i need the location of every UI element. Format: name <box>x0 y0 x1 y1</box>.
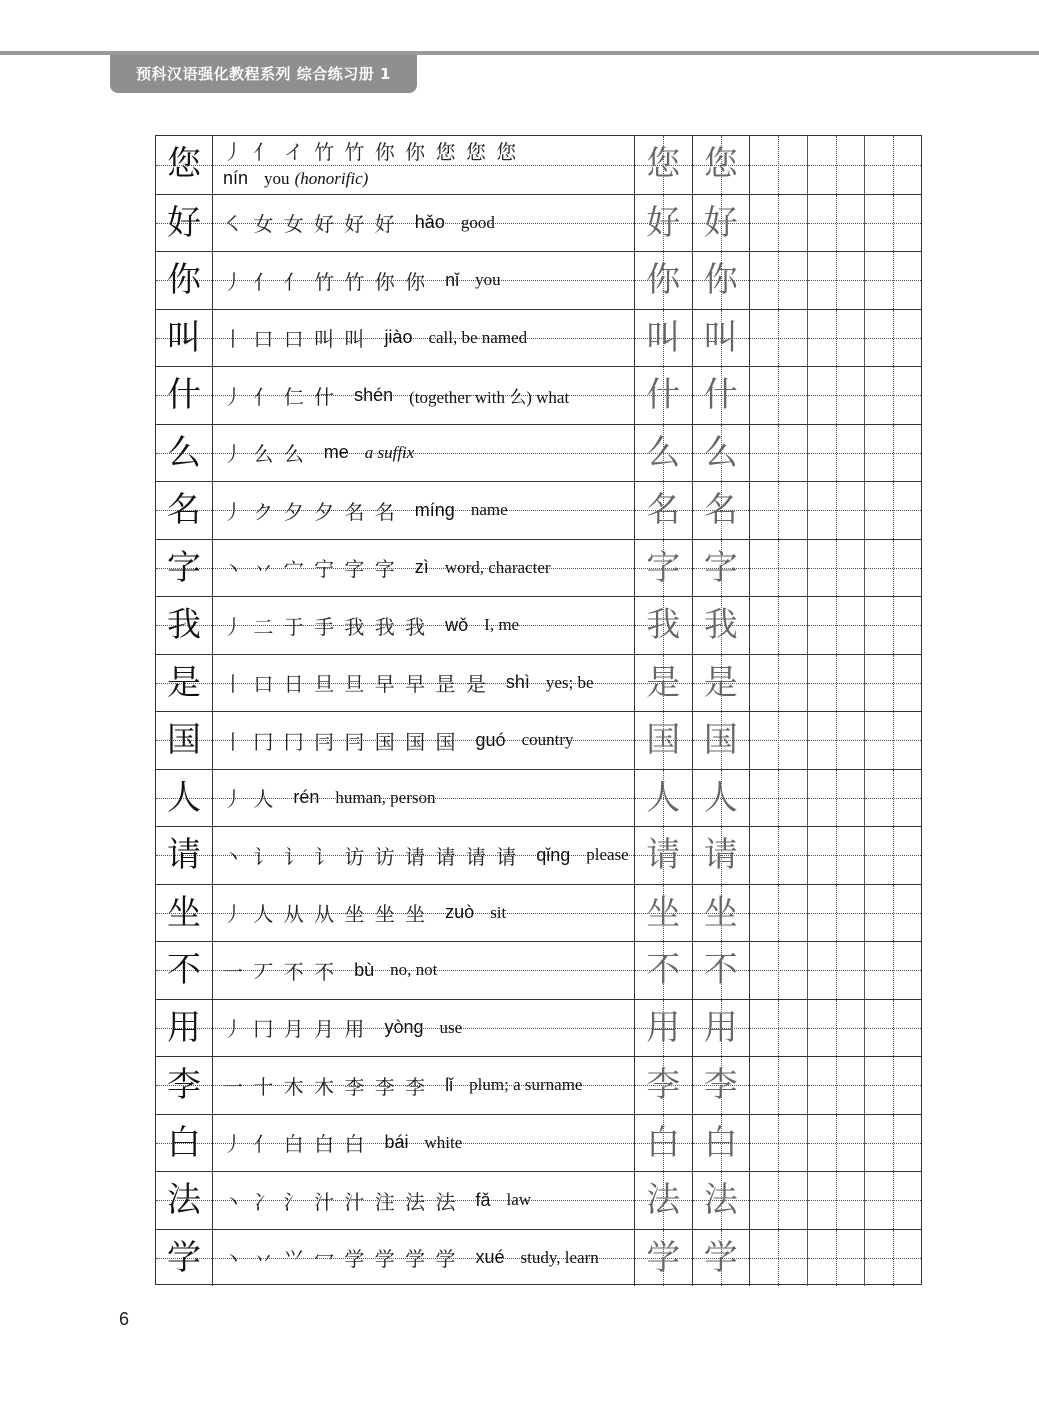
practice-box <box>865 597 921 654</box>
pinyin: zuò <box>445 902 475 923</box>
practice-box <box>750 482 808 539</box>
tracing-character: 么 <box>703 432 738 473</box>
stroke-order: 丨 口 口 叫 叫 <box>223 327 367 352</box>
tracing-character: 法 <box>703 1180 738 1220</box>
model-character-cell <box>156 655 213 712</box>
model-character-cell <box>156 1000 213 1057</box>
tracing-character: 字 <box>646 547 681 588</box>
stroke-order-info <box>213 425 635 482</box>
tracing-character: 什 <box>703 375 738 415</box>
table-row <box>156 941 921 999</box>
stroke-order-info <box>213 310 635 367</box>
tracing-character: 人 <box>703 777 738 818</box>
table-row <box>156 1056 921 1114</box>
tracing-character: 不 <box>703 950 738 990</box>
tracing-character: 名 <box>703 490 738 530</box>
tracing-character: 用 <box>703 1007 738 1048</box>
practice-box <box>750 252 808 309</box>
pinyin: rén <box>293 787 320 808</box>
practice-box <box>865 885 921 942</box>
meaning: word, character <box>444 557 551 577</box>
practice-box <box>808 425 866 482</box>
pinyin: yòng <box>384 1017 424 1038</box>
practice-box <box>865 655 921 712</box>
table-row <box>156 309 921 367</box>
practice-box <box>865 1230 921 1287</box>
pinyin: nín <box>223 168 249 188</box>
stroke-order: 丿 亻 イ 竹 竹 你 你 您 您 您 <box>223 140 519 164</box>
model-character: 你 <box>167 260 201 300</box>
model-character-cell <box>156 252 213 309</box>
stroke-order-info <box>213 712 635 769</box>
stroke-order-info <box>213 367 635 424</box>
table-row <box>156 1114 921 1172</box>
tracing-box <box>693 1057 751 1114</box>
pinyin: wǒ <box>445 614 469 635</box>
stroke-order: 丨 口 日 旦 旦 早 早 昰 是 <box>223 672 488 697</box>
meaning: law <box>506 1190 532 1210</box>
practice-box <box>750 310 808 367</box>
table-row <box>156 251 921 309</box>
model-character: 请 <box>167 835 201 875</box>
meaning: study, learn <box>520 1247 599 1267</box>
pinyin: jiào <box>384 327 413 348</box>
table-row <box>156 826 921 884</box>
stroke-order-info <box>213 136 635 194</box>
stroke-order-info <box>213 540 635 597</box>
meaning: (together with 么) what <box>409 387 570 407</box>
meaning: country <box>521 730 574 750</box>
stroke-order: 丶 丷 宀 宁 字 字 <box>223 557 397 582</box>
practice-grid <box>155 135 922 1285</box>
tracing-box <box>635 942 693 999</box>
stroke-order-info <box>213 885 635 942</box>
tracing-box <box>635 1230 693 1287</box>
tracing-box <box>635 1057 693 1114</box>
stroke-order-info <box>213 195 635 252</box>
tracing-box <box>693 885 751 942</box>
meaning: no, not <box>390 960 438 980</box>
stroke-order: 丿 人 从 从 坐 坐 坐 <box>223 902 428 927</box>
tracing-box <box>635 252 693 309</box>
stroke-order-info <box>213 1000 635 1057</box>
practice-box <box>865 136 921 194</box>
tracing-box <box>635 1115 693 1172</box>
model-character: 人 <box>167 777 201 818</box>
tracing-box <box>635 770 693 827</box>
practice-box <box>750 942 808 999</box>
tracing-box <box>693 827 751 884</box>
practice-box <box>808 1000 866 1057</box>
meaning: plum; a surname <box>469 1075 583 1095</box>
practice-box <box>865 252 921 309</box>
practice-box <box>750 885 808 942</box>
practice-box <box>865 425 921 482</box>
tracing-box <box>693 770 751 827</box>
tracing-box <box>635 885 693 942</box>
table-row <box>156 999 921 1057</box>
model-character: 白 <box>167 1122 201 1163</box>
tracing-character: 叫 <box>703 317 738 358</box>
practice-box <box>865 942 921 999</box>
tracing-box <box>693 1230 751 1287</box>
practice-box <box>808 827 866 884</box>
tracing-character: 请 <box>646 835 681 875</box>
model-character-cell <box>156 195 213 252</box>
stroke-order: 丿 二 于 手 我 我 我 <box>223 614 428 639</box>
stroke-order-info <box>213 942 635 999</box>
model-character-cell <box>156 482 213 539</box>
table-row <box>156 884 921 942</box>
pinyin: bù <box>354 959 375 980</box>
model-character-cell <box>156 1057 213 1114</box>
practice-box <box>750 136 808 194</box>
stroke-order: 丨 冂 冂 冃 冃 国 国 国 <box>223 729 458 754</box>
model-character: 叫 <box>167 317 201 358</box>
stroke-order: 丿 人 <box>223 787 276 812</box>
table-row <box>156 769 921 827</box>
tracing-box <box>693 1172 751 1229</box>
tracing-character: 国 <box>703 720 738 760</box>
model-character-cell <box>156 1230 213 1287</box>
tracing-character: 李 <box>703 1065 738 1105</box>
model-character-cell <box>156 712 213 769</box>
tracing-character: 名 <box>646 490 681 530</box>
stroke-order: 丶 丷 ⺍ 冖 学 学 学 学 <box>223 1247 458 1272</box>
table-row <box>156 1171 921 1229</box>
practice-box <box>808 482 866 539</box>
practice-box <box>865 1057 921 1114</box>
stroke-order: 丿 么 么 <box>223 442 306 467</box>
tracing-box <box>635 310 693 367</box>
stroke-order: 丶 讠 讠 讠 访 访 请 请 请 请 <box>223 844 519 869</box>
model-character-cell <box>156 1172 213 1229</box>
tracing-box <box>693 425 751 482</box>
model-character-cell <box>156 310 213 367</box>
practice-box <box>808 1057 866 1114</box>
practice-box <box>808 885 866 942</box>
meaning: yes; be <box>545 672 594 692</box>
tracing-box <box>693 482 751 539</box>
stroke-order-info <box>213 482 635 539</box>
pinyin: lǐ <box>445 1074 454 1095</box>
meaning: sit <box>490 902 507 922</box>
model-character: 您 <box>167 144 201 184</box>
practice-box <box>808 655 866 712</box>
practice-box <box>750 1000 808 1057</box>
tracing-box <box>693 136 751 194</box>
tracing-box <box>635 827 693 884</box>
tracing-box <box>693 310 751 367</box>
tracing-character: 白 <box>646 1122 681 1163</box>
pinyin: hǎo <box>414 212 445 233</box>
practice-box <box>750 540 808 597</box>
tracing-character: 坐 <box>646 892 681 933</box>
pinyin: shén <box>354 384 394 405</box>
meaning: a suffix <box>364 442 415 462</box>
pinyin: qǐng <box>536 844 571 865</box>
page-number: 6 <box>119 1309 130 1329</box>
pinyin: me <box>323 442 349 463</box>
table-row <box>156 539 921 597</box>
tracing-character: 你 <box>646 260 681 300</box>
tracing-character: 法 <box>646 1180 681 1220</box>
stroke-order: 丿 亻 仁 什 <box>223 384 337 409</box>
model-character: 李 <box>167 1065 201 1105</box>
model-character: 字 <box>167 547 201 588</box>
table-row <box>156 424 921 482</box>
pinyin: míng <box>414 499 455 520</box>
pinyin: guó <box>475 729 506 750</box>
model-character: 坐 <box>167 892 201 933</box>
tracing-box <box>693 1000 751 1057</box>
practice-box <box>808 1172 866 1229</box>
stroke-order-info <box>213 655 635 712</box>
model-character-cell <box>156 1115 213 1172</box>
practice-box <box>750 195 808 252</box>
model-character: 什 <box>167 375 201 415</box>
stroke-order: 丿 ク 夕 夕 名 名 <box>223 499 397 524</box>
meaning: please <box>586 845 629 865</box>
model-character: 不 <box>167 950 201 990</box>
table-row <box>156 194 921 252</box>
stroke-order-info <box>213 1115 635 1172</box>
practice-box <box>750 1172 808 1229</box>
tracing-character: 我 <box>646 605 681 645</box>
practice-box <box>750 367 808 424</box>
pinyin: xué <box>475 1247 505 1268</box>
model-character-cell <box>156 770 213 827</box>
meaning: human, person <box>335 787 436 807</box>
tracing-character: 学 <box>646 1237 681 1278</box>
tracing-character: 好 <box>646 202 681 243</box>
meaning-note: (honorific) <box>294 169 369 188</box>
model-character-cell <box>156 885 213 942</box>
table-row <box>156 711 921 769</box>
tracing-character: 我 <box>703 605 738 645</box>
model-character-cell <box>156 942 213 999</box>
tracing-character: 好 <box>703 202 738 243</box>
stroke-order: 丿 冂 月 月 用 <box>223 1017 367 1042</box>
stroke-order: ㇛ 女 女 好 好 好 <box>223 212 397 237</box>
model-character: 我 <box>167 605 201 645</box>
practice-box <box>808 252 866 309</box>
practice-box <box>865 770 921 827</box>
stroke-order-info <box>213 770 635 827</box>
model-character: 用 <box>167 1007 201 1048</box>
model-character-cell <box>156 367 213 424</box>
practice-box <box>808 942 866 999</box>
meaning: you <box>264 169 290 188</box>
practice-box <box>865 1000 921 1057</box>
practice-box <box>865 827 921 884</box>
pinyin: nǐ <box>445 269 460 290</box>
practice-box <box>750 655 808 712</box>
tracing-character: 国 <box>646 720 681 760</box>
stroke-order: 丿 亻 白 白 白 <box>223 1132 367 1157</box>
tracing-character: 是 <box>646 662 681 703</box>
pinyin: shì <box>505 672 530 693</box>
tracing-character: 不 <box>646 950 681 990</box>
tracing-box <box>635 195 693 252</box>
tracing-box <box>635 1172 693 1229</box>
stroke-order-info <box>213 252 635 309</box>
practice-box <box>750 1115 808 1172</box>
tracing-box <box>635 1000 693 1057</box>
model-character-cell <box>156 827 213 884</box>
pinyin: bái <box>384 1132 409 1153</box>
tracing-character: 你 <box>703 260 738 300</box>
tracing-character: 么 <box>646 432 681 473</box>
tracing-character: 您 <box>646 144 681 184</box>
tracing-box <box>635 655 693 712</box>
meaning: good <box>460 212 495 232</box>
tracing-character: 坐 <box>703 892 738 933</box>
stroke-order: 一 丆 不 不 <box>223 959 337 984</box>
tracing-box <box>635 367 693 424</box>
stroke-order: 一 十 木 木 李 李 李 <box>223 1074 428 1099</box>
tracing-box <box>635 425 693 482</box>
practice-box <box>808 367 866 424</box>
practice-box <box>865 712 921 769</box>
meaning: call, be named <box>428 327 528 347</box>
pinyin: fǎ <box>475 1189 491 1210</box>
table-row <box>156 136 921 194</box>
practice-box <box>750 597 808 654</box>
meaning: use <box>439 1017 463 1037</box>
model-character-cell <box>156 136 213 194</box>
tracing-box <box>635 712 693 769</box>
tracing-box <box>693 1115 751 1172</box>
model-character: 名 <box>167 490 201 530</box>
model-character: 国 <box>167 720 201 760</box>
model-character: 是 <box>167 662 201 703</box>
stroke-order: 丿 亻 亻 竹 竹 你 你 <box>223 269 428 294</box>
meaning: name <box>470 500 508 520</box>
table-row <box>156 366 921 424</box>
tracing-box <box>635 136 693 194</box>
practice-box <box>808 195 866 252</box>
meaning: I, me <box>484 615 520 635</box>
practice-box <box>865 310 921 367</box>
model-character: 好 <box>167 202 201 243</box>
practice-box <box>865 540 921 597</box>
tracing-character: 白 <box>703 1122 738 1163</box>
practice-box <box>750 827 808 884</box>
practice-box <box>808 1115 866 1172</box>
tracing-box <box>635 482 693 539</box>
tracing-box <box>693 655 751 712</box>
pinyin: zì <box>414 557 429 578</box>
practice-box <box>808 310 866 367</box>
practice-box <box>750 1230 808 1287</box>
tracing-box <box>693 540 751 597</box>
tracing-character: 李 <box>646 1065 681 1105</box>
tracing-character: 叫 <box>646 317 681 358</box>
book-series-title: 预科汉语强化教程系列 综合练习册 1 <box>110 55 417 93</box>
table-row <box>156 654 921 712</box>
tracing-box <box>635 540 693 597</box>
table-row <box>156 481 921 539</box>
tracing-box <box>635 597 693 654</box>
practice-box <box>865 367 921 424</box>
practice-box <box>808 597 866 654</box>
tracing-box <box>693 597 751 654</box>
meaning: you <box>475 270 501 290</box>
practice-box <box>750 425 808 482</box>
model-character-cell <box>156 597 213 654</box>
practice-box <box>750 712 808 769</box>
practice-box <box>750 770 808 827</box>
stroke-order-info <box>213 1057 635 1114</box>
table-row <box>156 596 921 654</box>
tracing-character: 请 <box>703 835 738 875</box>
practice-box <box>808 1230 866 1287</box>
practice-box <box>750 1057 808 1114</box>
model-character-cell <box>156 425 213 482</box>
tracing-box <box>693 712 751 769</box>
tracing-character: 字 <box>703 547 738 588</box>
practice-box <box>865 482 921 539</box>
table-row <box>156 1229 921 1287</box>
practice-box <box>865 1172 921 1229</box>
stroke-order-info <box>213 1230 635 1287</box>
tracing-character: 人 <box>646 777 681 818</box>
tracing-box <box>693 195 751 252</box>
tracing-box <box>693 942 751 999</box>
tracing-box <box>693 252 751 309</box>
meaning: white <box>424 1132 463 1152</box>
tracing-character: 用 <box>646 1007 681 1048</box>
tracing-character: 是 <box>703 662 738 703</box>
model-character: 法 <box>167 1180 201 1220</box>
practice-box <box>865 1115 921 1172</box>
practice-box <box>865 195 921 252</box>
practice-box <box>808 712 866 769</box>
model-character-cell <box>156 540 213 597</box>
stroke-order-info <box>213 597 635 654</box>
stroke-order-info <box>213 1172 635 1229</box>
stroke-order: 丶 冫 氵 汁 汁 注 法 法 <box>223 1189 458 1214</box>
practice-box <box>808 770 866 827</box>
practice-box <box>808 136 866 194</box>
tracing-character: 什 <box>646 375 681 415</box>
tracing-box <box>693 367 751 424</box>
tracing-character: 学 <box>703 1237 738 1278</box>
tracing-character: 您 <box>703 144 738 184</box>
practice-box <box>808 540 866 597</box>
model-character: 学 <box>167 1237 201 1278</box>
stroke-order-info <box>213 827 635 884</box>
model-character: 么 <box>167 432 201 473</box>
